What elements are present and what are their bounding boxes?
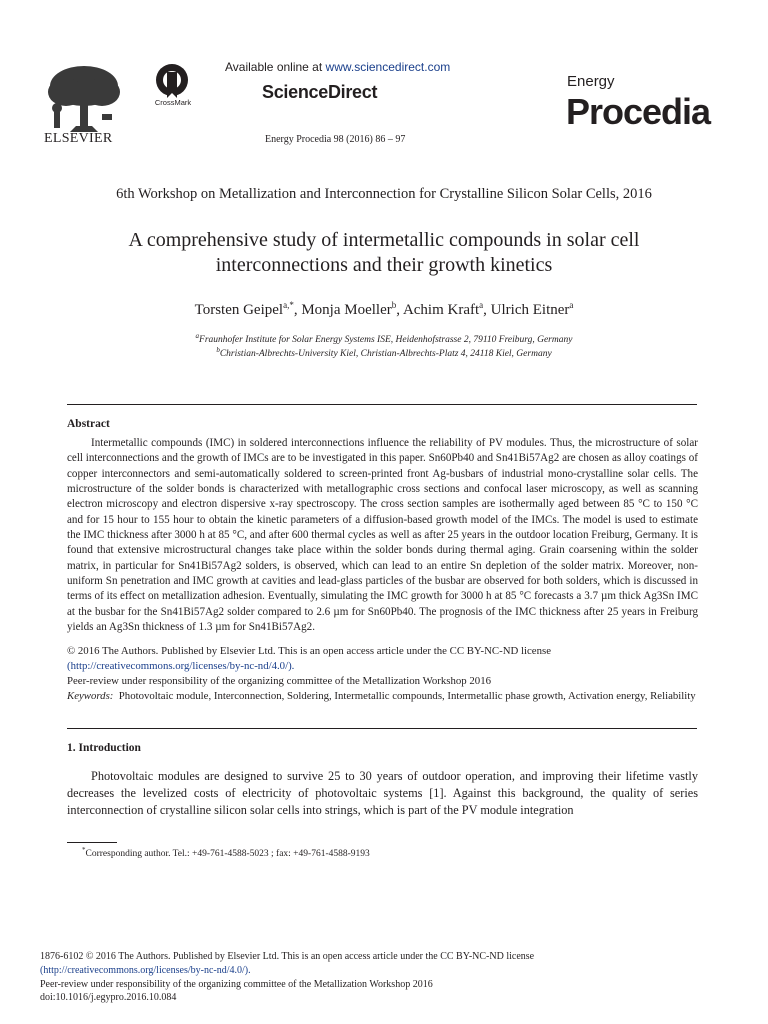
sciencedirect-brand: ScienceDirect <box>262 82 378 102</box>
keywords <box>67 689 698 705</box>
footer-line: Peer-review under responsibility of the organizing committee of the Metallization Workshop 2016 <box>40 978 433 990</box>
author-name: Ulrich Eitner <box>490 302 570 318</box>
footnote-sup: * <box>82 846 86 854</box>
affiliation <box>0 346 768 359</box>
paper-title-line: interconnections and their growth kinetics <box>215 254 553 276</box>
author-sup: a,* <box>283 300 294 310</box>
footnote-text: Corresponding author. Tel.: +49-761-4588-5023 ; fax: +49-761-4588-9193 <box>85 849 370 860</box>
author-separator: , <box>396 302 403 318</box>
keywords-label: Keywords: <box>67 690 114 702</box>
author-sup: b <box>391 300 397 310</box>
keywords-text: Photovoltaic module, Interconnection, Soldering, Intermetallic compounds, Intermetallic phase growth, Activation energy, Reliability <box>118 690 696 702</box>
divider <box>67 404 697 405</box>
affiliation-text: Christian-Albrechts-University Kiel, Christian-Albrechts-Platz 4, 24118 Kiel, Germany <box>219 349 552 360</box>
abstract-paragraph: Intermetallic compounds (IMC) in soldered interconnections influence the reliability of PV modules. Thus, the microstructure of solar cell interconnections and the growth of IMCs are to be investigated in this paper. Sn60Pb40 and Sn41Bi57Ag2 are chosen as alloy coatings of copper interconnectors and semi-automatically soldered to screen-printed front Ag-busbars of industrial mono-crystalline solar cells. The microstructure of the solder bonds is characterized with metallographic cross sections and confocal laser microscopy, as well as scanning electron microscopy and electron dispersive x-ray spectroscopy. The cross section samples are isothermally aged between 85 °C to 150 °C and for 15 hour to 155 hour to obtain the kinetic parameters of a diffusion-based growth model of the IMCs. The model is used to estimate the IMC thickness after 3000 h at 85 °C, and after 600 thermal cycles as well as after 25 years in the outdoor location Freiburg, Germany. It is found that extensive microstructural changes take place within the solder bonds during thermal aging. Grain coarsening within the solder matrix, in particular for Sn41Bi57Ag2 solders, is observed, which can lead to an entire Sn depletion of the solder matrix. Moreover, non-uniform Sn penetration and IMC growth at cavities and lead-glass particles of the busbar are observed for both solders, which is discussed in terms of its effect on metallization adhesion. Eventually, simulating the IMC growth for 3000 h at 85 °C forecasts a 3.7 µm thick Ag3Sn IMC at the busbar for the Sn41Bi57Ag2 solder compared to 2.6 µm for Sn60Pb40. The prognosis of the IMC thickness after 25 years in Freiburg yields an Ag3Sn thickness of 1.3 µm for Sn41Bi57Ag2. <box>67 437 698 634</box>
affiliation-sup: a <box>195 332 200 340</box>
workshop-name: 6th Workshop on Metallization and Interconnection for Crystalline Silicon Solar Cells, 2016 <box>116 186 652 202</box>
affiliation-sup: b <box>216 346 220 354</box>
license-line: Peer-review under responsibility of the organizing committee of the Metallization Workshop 2016 <box>67 675 491 687</box>
license-line: © 2016 The Authors. Published by Elsevier Ltd. This is an open access article under the CC BY-NC-ND license <box>67 645 551 657</box>
author-name: Torsten Geipel <box>194 302 284 318</box>
section-heading: 1. Introduction <box>67 742 141 754</box>
page-footer <box>40 950 740 1005</box>
journal-label: Energy <box>567 73 615 90</box>
footer-license-link[interactable]: (http://creativecommons.org/licenses/by-nc-nd/4.0/). <box>40 964 251 976</box>
paper-title <box>60 228 708 278</box>
available-online <box>225 60 450 74</box>
journal-citation: Energy Procedia 98 (2016) 86 – 97 <box>265 134 406 145</box>
footer-doi[interactable]: doi:10.1016/j.egypro.2016.10.084 <box>40 992 177 1004</box>
journal-title: Procedia <box>566 91 711 132</box>
intro-text: Photovoltaic modules are designed to survive 25 to 30 years of outdoor operation, and improving their lifetime vastly decreases the levelized costs of electricity of photovoltaic systems [1]. Against this background, the quality of series interconnection of crystalline silicon solar cells into strings, which is part of the PV module integration <box>67 769 698 817</box>
abstract-text <box>67 436 698 635</box>
license-notice <box>67 644 698 689</box>
author-name: Achim Kraft <box>402 302 480 318</box>
author-sup: a <box>479 300 484 310</box>
author-separator: , <box>483 302 491 318</box>
license-link[interactable]: (http://creativecommons.org/licenses/by-nc-nd/4.0/). <box>67 660 295 672</box>
divider <box>67 728 697 729</box>
author-sup: a <box>569 300 574 310</box>
author-name: Monja Moeller <box>301 302 392 318</box>
available-prefix: Available online at <box>225 60 326 74</box>
author-list <box>0 300 768 319</box>
footer-line: 1876-6102 © 2016 The Authors. Published by Elsevier Ltd. This is an open access article under the CC BY-NC-ND license <box>40 951 535 962</box>
sciencedirect-link[interactable]: www.sciencedirect.com <box>325 60 451 74</box>
affiliation <box>0 332 768 345</box>
footnote-rule <box>67 842 117 843</box>
abstract-heading: Abstract <box>67 418 110 430</box>
elsevier-wordmark: ELSEVIER <box>44 131 113 146</box>
footnote <box>82 846 370 859</box>
affiliation-text: Fraunhofer Institute for Solar Energy Systems ISE, Heidenhofstrasse 2, 79110 Freiburg, Germany <box>199 335 573 346</box>
paper-title-line: A comprehensive study of intermetallic compounds in solar cell <box>128 229 640 251</box>
author-separator: , <box>293 302 302 318</box>
crossmark-label: CrossMark <box>154 98 192 107</box>
